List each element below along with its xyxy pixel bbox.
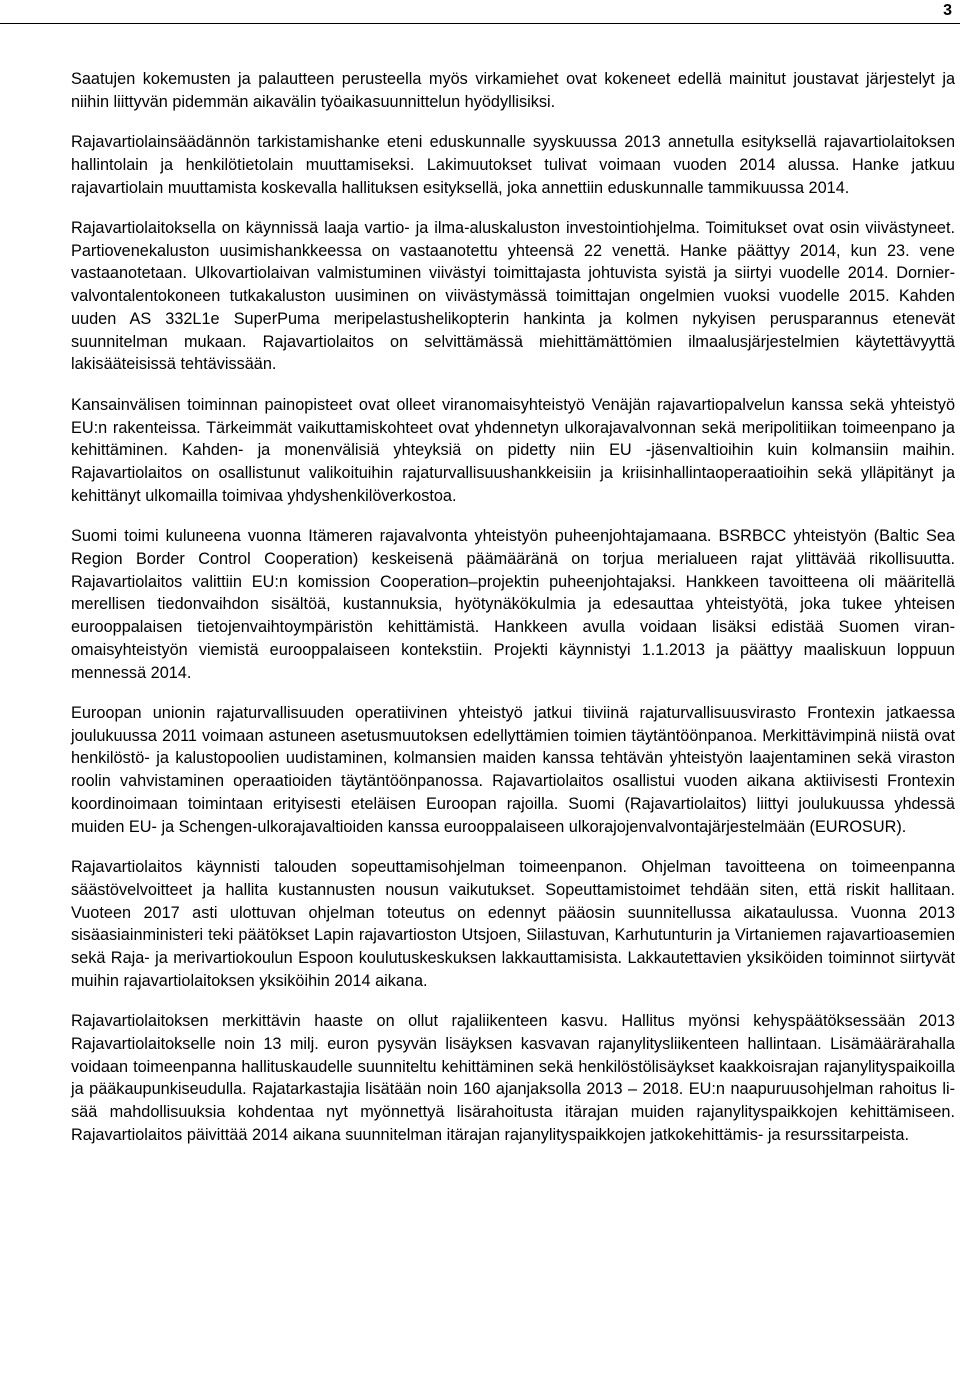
paragraph-fleet-investment: Rajavartiolaitoksella on käynnissä laaja vartio- ja ilma-aluskaluston investointiohjelma. Toimitukset ovat osin viivästyneet. Partiovenekaluston uusimishankkeessa on vastaanotettu yhteensä 22 venettä. Hanke päättyy 2014, kun 23. vene vastaanotetaan. Ulkovartiolaivan valmistuminen viivästyi toimittajasta johtuvista syistä ja siirtyi vuodelle 2014. Dornier-valvontalentokoneen tutkakaluston uusiminen on viivästymässä toimittajan ongelmien vuoksi vuodelle 2015. Kahden uuden AS 332L1e SuperPuma meripelastushelikopterin hankinta ja kolmen nykyisen perusparannus etenevät suunnitelman mukaan. Rajavartiolaitos on selvittämässä miehittämättömien ilmaalusjärjestelmien käytettävyyttä lakisääteisissä tehtävissään. [71, 218, 955, 374]
page-number: 3 [943, 2, 952, 19]
header-divider [0, 23, 960, 24]
paragraph-baltic-sea-cooperation: Suomi toimi kuluneena vuonna Itämeren rajavalvonta yhteistyön puheenjohtajamaana. BSRBCC yhteistyön (Baltic Sea Region Border Control Cooperation) keskeisenä päämääränä on torjua merialueen rajat ylittävää rikollisuutta. Rajavartiolaitos valittiin EU:n komission Cooperation–projektin puheenjohtajaksi. Hankkeen tavoitteena oli määritellä merellisen tiedonvaihdon sisältöä, kustannuksia, hyötynäkökulmia ja edesauttaa yhteistyötä, joka tukee yhteisen eurooppalaisen tietojenvaihtoympäristön kehittämistä. Hankkeen avulla voidaan lisäksi edistää Suomen viranomaisyhteistyön viemistä eurooppalaiseen kontekstiin. Projekti käynnistyi 1.1.2013 ja päättyy maaliskuun loppuun mennessä 2014. [71, 527, 955, 682]
document-body [71, 68, 955, 1147]
paragraph-adjustment-programme: Rajavartiolaitos käynnisti talouden sopeuttamisohjelman toimeenpanon. Ohjelman tavoitteena on toimeenpanna säästövelvoitteet ja hallita kustannusten nousun vaikutukset. Sopeuttamistoimet tehdään siten, että riskit hallitaan. Vuoteen 2017 asti ulottuvan ohjelman toteutus on edennyt pääosin suunnitellussa aikataulussa. Vuonna 2013 sisäasiainministeri teki päätökset Lapin rajavartioston Utsjoen, Siilastuvan, Karhutunturin ja Virtaniemen rajavartioasemien sekä Raja- ja merivartiokoulun Espoon koulutuskeskuksen lakkauttamisista. Lakkautettavien yksiköiden toiminnot siirtyvät muihin rajavartiolaitoksen yksiköihin 2014 aikana. [71, 858, 955, 990]
paragraph-feedback: Saatujen kokemusten ja palautteen perusteella myös virkamiehet ovat kokeneet edellä mainitut joustavat järjestelyt ja niihin liittyvän pidemmän aikavälin työaikasuunnittelun hyödyllisiksi. [71, 70, 955, 111]
paragraph-frontex: Euroopan unionin rajaturvallisuuden operatiivinen yhteistyö jatkui tiiviinä rajaturvallisuusvirasto Frontexin jatkaessa joulukuussa 2011 voimaan astuneen asetusmuutoksen edellyttämien toimien täytäntöönpanoa. Merkittävimpinä niistä ovat henkilöstö- ja kalustopoolien uudistaminen, kolmansien maiden kanssa tehtävän yhteistyön laajentaminen sekä viraston roolin vahvistaminen operaatioiden täytäntöönpanossa. Rajavartiolaitos osallistui vuoden aikana aktiivisesti Frontexin koordinoimaan toimintaan erityisesti eteläisen Euroopan rajoilla. Suomi (Rajavartiolaitos) liittyi joulukuussa yhdessä muiden EU- ja Schengen-ulkorajavaltioiden kanssa eurooppalaiseen ulkorajojenvalvontajärjestelmään (EUROSUR). [71, 703, 955, 836]
paragraph-legislation: Rajavartiolainsäädännön tarkistamishanke eteni eduskunnalle syyskuussa 2013 annetulla esityksellä rajavartiolaitoksen hallintolain ja henkilötietolain muuttamiseksi. Lakimuutokset tulivat voimaan vuoden 2014 alussa. Hanke jatkuu rajavartiolain muuttamista koskevalla hallituksen esityksellä, joka annettiin eduskunnalle tammikuussa 2014. [71, 133, 955, 197]
paragraph-international-cooperation: Kansainvälisen toiminnan painopisteet ovat olleet viranomaisyhteistyö Venäjän rajavartiopalvelun kanssa sekä yhteistyö EU:n rakenteissa. Tärkeimmät vaikuttamiskohteet ovat yhdennetyn ulkorajavalvonnan sekä meripolitiikan toimeenpano ja kehittäminen. Kahden- ja monenvälisiä yhteyksiä on pidetty niin EU -jäsenvaltioihin kuin kolmansiin maihin. Rajavartiolaitos on osallistunut valikoituihin rajaturvallisuushankkeisiin ja kriisinhallintaoperaatioihin sekä ylläpitänyt ja kehittänyt ulkomailla toimivaa yhdyshenkilöverkostoa. [71, 395, 955, 505]
paragraph-border-traffic: Rajavartiolaitoksen merkittävin haaste on ollut rajaliikenteen kasvu. Hallitus myönsi kehyspäätöksessään 2013 Rajavartiolaitokselle noin 13 milj. euron pysyvän lisäyksen kasvavan rajanylitysliikenteen hallintaan. Lisämäärärahalla voidaan toimeenpanna hallituskaudelle suunniteltu kehittäminen sekä henkilöstölisäykset kaakkoisrajan rajanylityspaikoilla ja pääkaupunkiseudulla. Rajatarkastajia lisätään noin 160 ajanjaksolla 2013 – 2018. EU:n naapuruusohjelman rahoitus lisää mahdollisuuksia kohdentaa nyt myönnettyä lisärahoitusta itärajan muiden rajanylityspaikkojen kehittämiseen. Rajavartiolaitos päivittää 2014 aikana suunnitelman itärajan rajanylityspaikkojen jatkokehittämis- ja resurssitarpeista. [71, 1012, 955, 1144]
